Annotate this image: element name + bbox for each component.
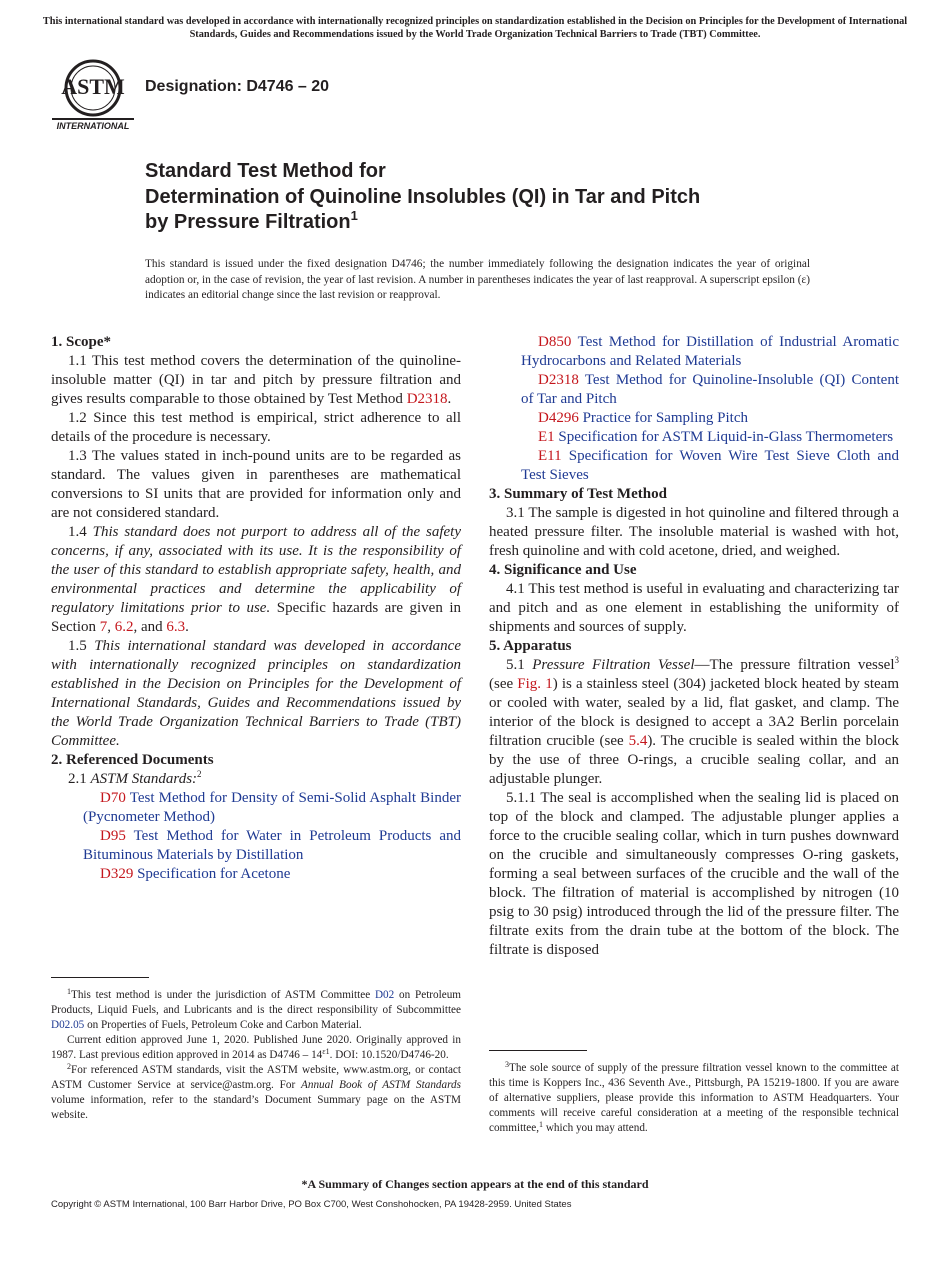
para-1-3: 1.3 The values stated in inch-pound units are to be regarded as standard. The values given in parentheses are mathematical conversions to SI units that are provided for information only and are not considered standard. <box>51 448 461 521</box>
ref-d70[interactable]: D70 Test Method for Density of Semi-Solid Asphalt Binder (Pycnometer Method) <box>83 790 461 825</box>
ref-e11[interactable]: E11 Specification for Woven Wire Test Sieve Cloth and Test Sieves <box>521 448 899 483</box>
title-line-2: Determination of Quinoline Insolubles (QI) in Tar and Pitch <box>145 185 701 208</box>
apparatus-heading: 5. Apparatus <box>489 638 572 654</box>
ref-d329[interactable]: D329 Specification for Acetone <box>100 866 291 882</box>
title-line-3 <box>145 210 865 236</box>
ref-d850[interactable]: D850 Test Method for Distillation of Industrial Aromatic Hydrocarbons and Related Materials <box>521 334 900 369</box>
footnotes-left <box>51 988 461 1123</box>
link-d2318[interactable]: D2318 <box>406 391 448 407</box>
top-notice: This international standard was developed in accordance with internationally recognized principles on standardization established in the Decision on Principles for the Development of International Standards, Guides and Recommendations issued by the World Trade Organization Technical Barriers to Trade (TBT) Committee. <box>42 16 908 40</box>
para-1-4: 1.4 This standard does not purport to address all of the safety concerns, if any, associated with its use. It is the responsibility of the user of this standard to establish appropriate safety, health, and environmental practices and determine the applicability of regulatory limitations prior to use. Specific hazards are given in Section 7, 6.2, and 6.3. <box>51 524 462 635</box>
link-section-5-4[interactable]: 5.4 <box>628 733 648 749</box>
summary-of-changes-note: *A Summary of Changes section appears at the end of this standard <box>301 1177 649 1191</box>
footnote-1: $^1$This test method is under the jurisdiction of ASTM Committee D02 on Petroleum Products, Liquid Fuels, and Lubricants and is the direct responsibility of Subcommittee D02.05 on Properties of Fuels, Petroleum Coke and Carbon Material. <box>51 987 461 1031</box>
ref-e1[interactable]: E1 Specification for ASTM Liquid-in-Glass Thermometers <box>538 429 894 445</box>
document-title <box>145 159 865 236</box>
link-d02[interactable]: D02 <box>374 989 395 1001</box>
issue-note: This standard is issued under the fixed designation D4746; the number immediately following the designation indicates the year of original adoption or, in the case of revision, the year of last revision. A number in parentheses indicates the year of last reapproval. A superscript epsilon (ε) indicates an editorial change since the last revision or reapproval. <box>145 258 810 301</box>
scope-heading: 1. Scope* <box>51 334 111 350</box>
link-fig-1[interactable]: Fig. 1 <box>517 676 553 692</box>
astm-logo <box>52 58 134 132</box>
title-footnote-mark: 1 <box>350 208 358 223</box>
summary-heading: 3. Summary of Test Method <box>489 486 667 502</box>
footnotes-right <box>489 1061 899 1136</box>
footnote-2: $^2$For referenced ASTM standards, visit the ASTM website, www.astm.org, or contact ASTM Customer Service at service@astm.org. For Annual Book of ASTM Standards volume information, refer to the standard’s Document Summary page on the ASTM website. <box>51 1062 461 1121</box>
left-column <box>51 333 461 884</box>
link-section-6-2[interactable]: 6.2 <box>114 619 134 635</box>
title-line-3-text: by Pressure Filtration <box>145 211 351 233</box>
para-2-1: 2.1 ASTM Standards:$^2$ <box>68 769 202 787</box>
para-1-1: 1.1 This test method covers the determination of the quinoline-insoluble matter (QI) in tar and pitch by pressure filtration and gives results comparable to those obtained by Test Method D2318. <box>51 353 461 407</box>
link-d02-05[interactable]: D02.05 <box>51 1019 85 1031</box>
designation: Designation: D4746 – 20 <box>145 78 330 95</box>
title-line-1: Standard Test Method for <box>145 160 386 182</box>
ref-d4296[interactable]: D4296 Practice for Sampling Pitch <box>538 410 748 426</box>
link-section-6-3[interactable]: 6.3 <box>166 619 186 635</box>
para-5-1: 5.1 Pressure Filtration Vessel—The pressure filtration vessel$^3$ (see Fig. 1) is a stainless steel (304) jacketed block heated by steam or cooled with water, sealed by a lid, flat gasket, and clamp. The interior of the block is designed to accept a 3A2 Berlin porcelain filtration crucible (see 5.4). The crucible is sealed within the block by the use of three O-rings, a crucible sealing collar, and an adjustable plunger. <box>489 655 899 787</box>
ref-d95[interactable]: D95 Test Method for Water in Petroleum Products and Bituminous Materials by Distillation <box>83 828 462 863</box>
copyright-line: Copyright © ASTM International, 100 Barr Harbor Drive, PO Box C700, West Conshohocken, PA 19428-2959. United States <box>51 1199 572 1210</box>
footnote-rule-left <box>51 977 149 978</box>
para-4-1: 4.1 This test method is useful in evaluating and characterizing tar and pitch and as one element in establishing the uniformity of shipments and sources of supply. <box>489 581 899 635</box>
para-3-1: 3.1 The sample is digested in hot quinoline and filtered through a heated pressure filter. The insoluble material is washed with hot, fresh quinoline and with cold acetone, dried, and weighed. <box>489 505 899 559</box>
para-1-2: 1.2 Since this test method is empirical, strict adherence to all details of the procedure is necessary. <box>51 410 461 445</box>
footnote-1-edition: Current edition approved June 1, 2020. Published June 2020. Originally approved in 1987. Last previous edition approved in 2014 as $D4746 - 14^{\varepsilon 1}$. DOI: 10.1520/D4746-20. <box>51 1034 461 1061</box>
logo-text: ASTM <box>61 74 125 99</box>
link-section-7[interactable]: 7 <box>99 619 108 635</box>
right-column <box>489 333 899 960</box>
para-5-1-1: 5.1.1 The seal is accomplished when the sealing lid is placed on top of the block and clamped. The adjustable plunger applies a force to the crucible sealing collar, which in turn pushes downward on the crucible and simultaneously compresses O-ring gaskets, forming a seal between surfaces of the crucible and the wall of the block. The filtration of material is accomplished by nitrogen (10 psig to 30 psig) introduced through the lid of the pressure filter. The filtrate exits from the drain tube at the bottom of the block. The filtrate is disposed <box>489 790 899 958</box>
significance-heading: 4. Significance and Use <box>489 562 637 578</box>
para-1-5: 1.5 This international standard was developed in accordance with internationally recognized principles on standardization established in the Decision on Principles for the Development of International Standards, Guides and Recommendations issued by the World Trade Organization Technical Barriers to Trade (TBT) Committee. <box>51 638 461 749</box>
footnote-rule-right <box>489 1050 587 1051</box>
footnote-3: $^3$The sole source of supply of the pressure filtration vessel known to the committee at this time is Koppers Inc., 436 Seventh Ave., Pittsburgh, PA 15219-1800. If you are aware of alternative suppliers, please provide this information to ASTM Headquarters. Your comments will receive careful consideration at a meeting of the responsible technical committee,$^1$ which you may attend. <box>489 1060 899 1134</box>
logo-subtext: INTERNATIONAL <box>56 121 130 131</box>
ref-d2318[interactable]: D2318 Test Method for Quinoline-Insoluble (QI) Content of Tar and Pitch <box>521 372 900 407</box>
referenced-heading: 2. Referenced Documents <box>51 752 214 768</box>
